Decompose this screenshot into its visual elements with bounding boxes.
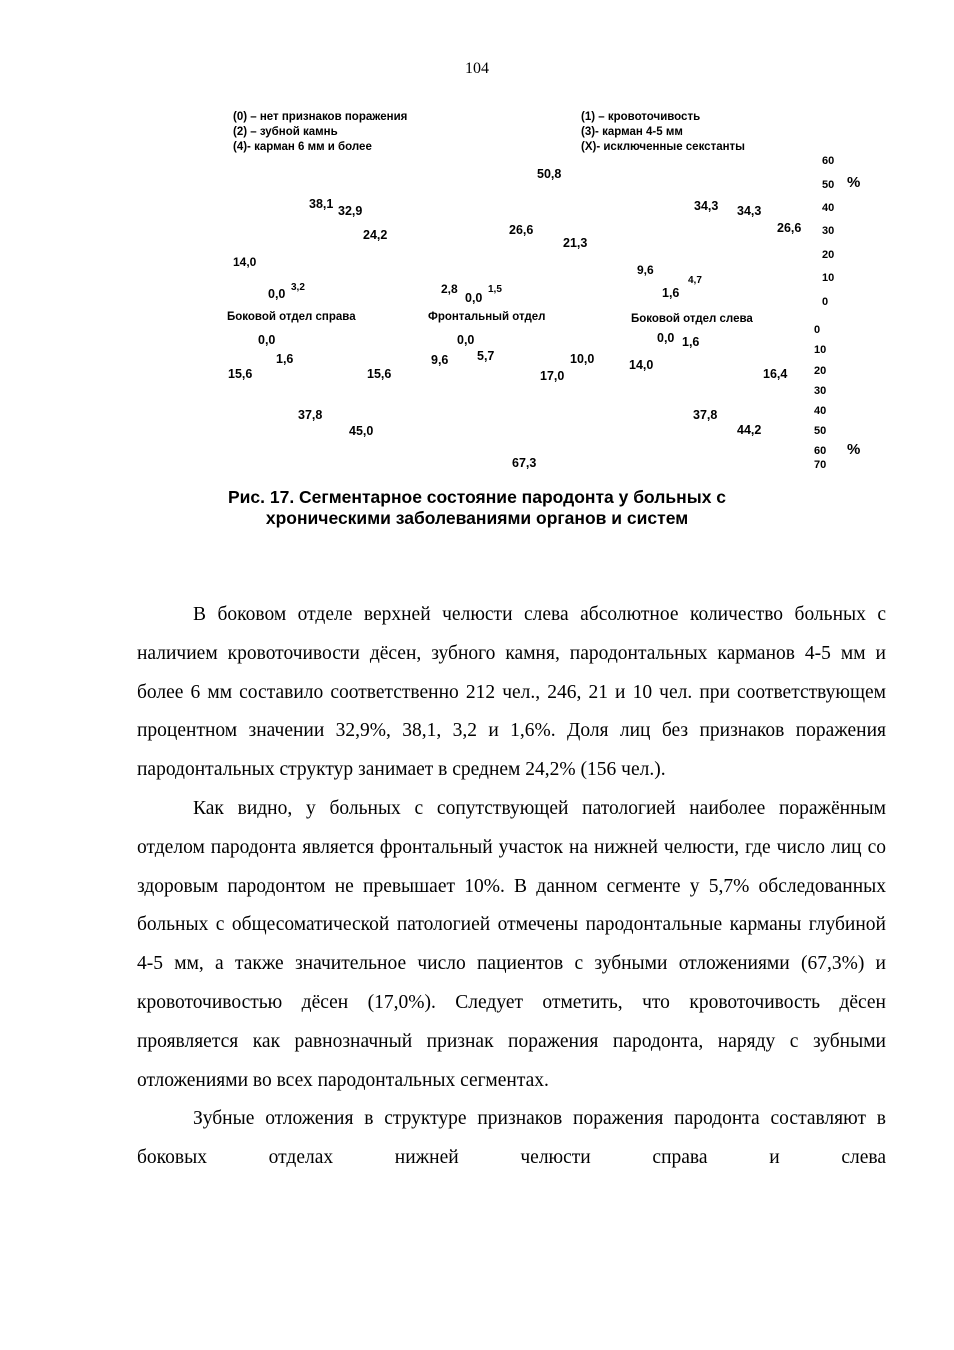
upper-left-outlier: 9,6 xyxy=(637,263,654,277)
lower-tick-10: 10 xyxy=(814,344,827,356)
upper-tick-30: 30 xyxy=(822,225,835,237)
paragraph-1: В боковом отделе верхней челюсти слева абсолютное количество больных с наличием кровоточивости дёсен, зубного камня, пародонтальных карманов 4-5 мм и более 6 мм составило соответственно 212 чел., 246, 21 и 10 чел. при соответствующем процентном значении 32,9%, 38,1, 3,2 и 1,6%. Доля лиц без признаков поражения пародонтальных структур занимает в среднем 24,2% (156 чел.). xyxy=(137,604,886,781)
lower-tick-70: 70 xyxy=(814,459,827,471)
upper-right-value-1: 32,9 xyxy=(338,204,363,218)
lower-tick-0: 0 xyxy=(814,324,821,336)
upper-left-value-4: 1,6 xyxy=(662,286,680,300)
segment-label-left: Боковой отдел слева xyxy=(631,313,753,325)
lower-right-outlier: 15,6 xyxy=(228,367,253,381)
legend-item-0: (0) – нет признаков поражения xyxy=(233,111,408,123)
lower-right-value-4: 0,0 xyxy=(258,333,276,347)
lower-front-outlier: 9,6 xyxy=(431,353,449,367)
legend-item-4: (4)- карман 6 мм и более xyxy=(233,141,372,153)
legend-item-2: (2) – зубной камнь xyxy=(233,126,338,138)
upper-front-value-1: 26,6 xyxy=(509,223,534,237)
lower-left-value-2: 44,2 xyxy=(737,423,762,437)
caption-line-1: Рис. 17. Сегментарное состояние пародонта у больных с xyxy=(227,487,727,507)
lower-left-outlier: 14,0 xyxy=(629,358,654,372)
legend-item-x: (X)- исключенные секстанты xyxy=(581,141,745,153)
lower-right-value-3: 1,6 xyxy=(276,352,294,366)
upper-right-value-4: 0,0 xyxy=(268,287,286,301)
lower-left-value-0: 16,4 xyxy=(763,367,788,381)
lower-front-value-4: 0,0 xyxy=(457,333,475,347)
upper-right-value-0: 24,2 xyxy=(363,228,388,242)
upper-tick-40: 40 xyxy=(822,202,835,214)
lower-axis-unit: % xyxy=(847,441,861,458)
legend-item-3: (3)- карман 4-5 мм xyxy=(581,126,683,138)
lower-front-value-0: 10,0 xyxy=(570,352,595,366)
upper-front-value-0: 21,3 xyxy=(563,236,588,250)
upper-right-value-2: 38,1 xyxy=(309,197,334,211)
upper-front-value-2: 50,8 xyxy=(537,167,562,181)
upper-tick-60: 60 xyxy=(822,155,835,167)
upper-front-value-3: 1,5 xyxy=(488,284,502,295)
page-number: 104 xyxy=(465,60,489,77)
figure-caption xyxy=(0,487,954,529)
lower-right-value-1: 37,8 xyxy=(298,408,323,422)
lower-left-value-4: 0,0 xyxy=(657,331,675,345)
lower-left-value-3: 1,6 xyxy=(682,335,700,349)
upper-left-value-2: 34,3 xyxy=(737,204,762,218)
segment-chart xyxy=(0,0,954,540)
upper-tick-20: 20 xyxy=(822,249,835,261)
body-text xyxy=(137,596,886,1178)
upper-tick-50: 50 xyxy=(822,179,835,191)
caption-line-2: хроническими заболеваниями органов и систем xyxy=(265,508,689,528)
upper-tick-10: 10 xyxy=(822,272,835,284)
upper-front-value-4: 0,0 xyxy=(465,291,483,305)
upper-axis-unit: % xyxy=(847,174,861,191)
lower-tick-40: 40 xyxy=(814,405,827,417)
lower-right-value-0: 15,6 xyxy=(367,367,392,381)
lower-tick-60: 60 xyxy=(814,445,827,457)
paragraph-2: Как видно, у больных с сопутствующей патологией наиболее поражённым отделом пародонта является фронтальный участок на нижней челюсти, где число лиц со здоровым пародонтом не превышает 10%. В данном сегменте у 5,7% обследованных больных с общесоматической патологией отмечены пародонтальные карманы глубиной 4-5 мм, а также значительное число пациентов с зубными отложениями (67,3%) и кровоточивостью дёсен (17,0%). Следует отметить, что кровоточивость дёсен проявляется как равнозначный признак поражения пародонта, наряду с зубными отложениями во всех пародонтальных сегментах. xyxy=(137,797,886,1091)
legend-item-1: (1) – кровоточивость xyxy=(581,111,701,123)
lower-front-value-1: 17,0 xyxy=(540,369,565,383)
paragraph-3: Зубные отложения в структуре признаков поражения пародонта составляют в боковых отделах нижней челюсти справа и слева xyxy=(137,1108,886,1169)
upper-right-value-3: 3,2 xyxy=(291,282,305,293)
lower-left-value-1: 37,8 xyxy=(693,408,718,422)
upper-left-value-3: 4,7 xyxy=(688,275,702,286)
lower-tick-50: 50 xyxy=(814,425,827,437)
upper-left-value-0: 26,6 xyxy=(777,221,802,235)
lower-front-value-2: 67,3 xyxy=(512,456,537,470)
lower-tick-30: 30 xyxy=(814,385,827,397)
upper-right-outlier: 14,0 xyxy=(233,255,257,269)
segment-label-right: Боковой отдел справа xyxy=(227,311,356,323)
lower-right-value-2: 45,0 xyxy=(349,424,374,438)
lower-tick-20: 20 xyxy=(814,365,827,377)
upper-tick-0: 0 xyxy=(822,296,829,308)
segment-label-front: Фронтальный отдел xyxy=(428,311,546,323)
upper-front-outlier: 2,8 xyxy=(441,282,458,296)
upper-left-value-1: 34,3 xyxy=(694,199,719,213)
lower-front-value-3: 5,7 xyxy=(477,349,495,363)
